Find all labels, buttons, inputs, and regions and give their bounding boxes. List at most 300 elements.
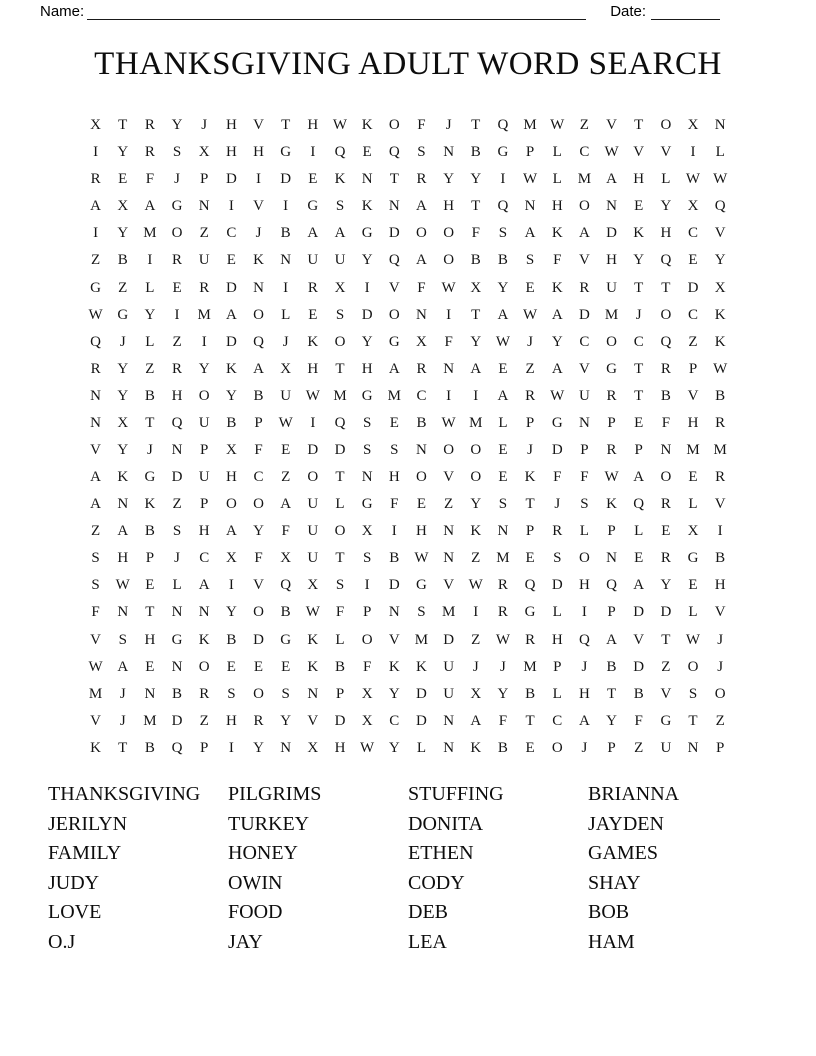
grid-cell: O — [198, 658, 210, 675]
grid-cell: T — [471, 117, 481, 134]
grid-cell: O — [307, 469, 319, 486]
word-list-item: OWIN — [228, 871, 283, 894]
grid-cell: P — [254, 414, 263, 431]
grid-cell: I — [310, 144, 316, 161]
grid-cell: P — [525, 523, 535, 540]
grid-cell: L — [688, 496, 698, 513]
grid-cell: U — [280, 387, 292, 404]
grid-cell: E — [498, 441, 508, 458]
grid-cell: Y — [660, 198, 672, 215]
grid-cell: Y — [388, 739, 400, 756]
grid-cell: V — [307, 712, 319, 729]
grid-cell: I — [500, 171, 506, 188]
grid-cell: R — [199, 279, 210, 296]
grid-cell: J — [255, 225, 262, 242]
grid-cell: S — [172, 523, 182, 540]
grid-cell: E — [498, 360, 508, 377]
grid-cell: Y — [470, 171, 482, 188]
grid-cell: Y — [280, 712, 292, 729]
grid-cell: C — [552, 712, 563, 729]
grid-cell: H — [687, 414, 699, 431]
grid-cell: V — [606, 117, 617, 134]
grid-cell: E — [661, 523, 671, 540]
grid-cell: F — [145, 171, 155, 188]
grid-cell: Y — [253, 523, 264, 540]
grid-cell: N — [497, 523, 509, 540]
grid-cell: E — [172, 279, 182, 296]
grid-cell: E — [634, 550, 644, 567]
grid-cell: Y — [497, 685, 509, 702]
grid-cell: K — [388, 658, 400, 675]
word-list-item: FOOD — [228, 901, 283, 923]
grid-cell: X — [117, 414, 129, 431]
grid-cell: I — [446, 306, 452, 323]
grid-cell: K — [334, 171, 346, 188]
word-list-item: JAYDEN — [588, 812, 664, 835]
grid-cell: T — [634, 360, 644, 377]
grid-cell: M — [523, 117, 537, 134]
grid-cell: I — [690, 144, 696, 161]
grid-cell: F — [390, 496, 399, 513]
grid-cell: J — [119, 712, 126, 729]
grid-cell: R — [172, 360, 183, 377]
grid-cell: J — [581, 658, 588, 675]
grid-cell: R — [606, 441, 617, 458]
grid-cell: H — [578, 685, 590, 702]
word-list-item: STUFFING — [408, 783, 504, 805]
grid-cell: D — [416, 685, 427, 702]
grid-cell: C — [633, 333, 644, 350]
grid-cell: B — [280, 225, 291, 242]
grid-cell: N — [714, 117, 726, 134]
grid-cell: S — [498, 496, 508, 513]
grid-cell: O — [660, 469, 672, 486]
grid-cell: D — [280, 171, 292, 188]
grid-cell: K — [90, 739, 101, 756]
grid-cell: I — [717, 523, 723, 540]
grid-cell: T — [471, 198, 481, 215]
grid-cell: N — [416, 441, 427, 458]
grid-cell: I — [93, 225, 99, 242]
grid-cell: R — [172, 252, 183, 269]
grid-cell: G — [687, 550, 699, 567]
grid-cell: K — [253, 252, 264, 269]
grid-cell: D — [334, 441, 346, 458]
grid-cell: J — [527, 333, 533, 350]
grid-cell: T — [335, 360, 345, 377]
grid-cell: I — [446, 387, 452, 404]
grid-cell: I — [228, 577, 234, 594]
grid-cell: P — [607, 604, 616, 621]
word-list-item: HAM — [588, 930, 635, 953]
grid-cell: L — [145, 279, 155, 296]
grid-cell: X — [90, 117, 101, 134]
grid-cell: L — [661, 171, 671, 188]
grid-cell: R — [416, 360, 427, 377]
grid-cell: Z — [579, 117, 589, 134]
grid-cell: E — [281, 658, 291, 675]
grid-cell: M — [469, 414, 483, 431]
grid-cell: W — [495, 333, 510, 350]
grid-cell: H — [361, 360, 373, 377]
grid-cell: T — [634, 117, 644, 134]
grid-cell: N — [660, 441, 672, 458]
grid-cell: G — [117, 306, 129, 323]
grid-cell: D — [253, 631, 264, 648]
grid-cell: A — [524, 225, 536, 242]
grid-cell: W — [685, 171, 701, 188]
word-list-item: JERILYN — [48, 812, 128, 835]
grid-cell: Y — [606, 712, 617, 729]
grid-cell: R — [715, 469, 726, 486]
grid-cell: B — [715, 550, 726, 567]
grid-cell: R — [660, 360, 671, 377]
grid-cell: H — [198, 523, 210, 540]
grid-cell: A — [117, 523, 129, 540]
grid-cell: L — [552, 171, 562, 188]
grid-cell: J — [717, 631, 724, 648]
grid-cell: H — [334, 739, 346, 756]
grid-cell: O — [253, 496, 264, 513]
grid-cell: P — [716, 739, 725, 756]
grid-cell: R — [525, 387, 536, 404]
grid-cell: T — [281, 117, 291, 134]
grid-cell: L — [552, 604, 562, 621]
grid-cell: Z — [199, 712, 209, 729]
grid-cell: O — [443, 252, 455, 269]
grid-cell: Y — [117, 387, 129, 404]
grid-cell: B — [226, 631, 237, 648]
grid-cell: Q — [660, 252, 672, 269]
grid-cell: H — [253, 144, 264, 161]
grid-cell: M — [523, 658, 537, 675]
grid-cell: O — [253, 306, 264, 323]
grid-cell: N — [443, 144, 455, 161]
grid-cell: J — [174, 550, 180, 567]
grid-cell: Y — [117, 441, 129, 458]
grid-cell: D — [334, 712, 346, 729]
grid-cell: O — [470, 469, 482, 486]
grid-cell: K — [117, 469, 129, 486]
grid-cell: S — [227, 685, 236, 702]
grid-cell: P — [634, 441, 643, 458]
grid-cell: L — [281, 306, 291, 323]
grid-cell: Q — [497, 117, 509, 134]
grid-cell: F — [553, 252, 562, 269]
grid-cell: V — [660, 144, 672, 161]
grid-cell: Q — [633, 496, 645, 513]
grid-cell: N — [280, 252, 292, 269]
grid-cell: K — [307, 333, 319, 350]
grid-cell: N — [144, 685, 156, 702]
grid-cell: D — [388, 577, 400, 594]
grid-cell: Z — [715, 712, 725, 729]
grid-cell: F — [471, 225, 480, 242]
grid-cell: G — [171, 631, 183, 648]
grid-cell: T — [118, 739, 128, 756]
grid-cell: S — [335, 577, 345, 594]
grid-cell: X — [687, 523, 699, 540]
grid-cell: Z — [525, 360, 535, 377]
grid-cell: P — [553, 658, 562, 675]
grid-cell: Y — [443, 171, 455, 188]
grid-cell: C — [253, 469, 264, 486]
grid-cell: G — [551, 414, 563, 431]
grid-cell: O — [416, 469, 427, 486]
grid-cell: N — [171, 441, 183, 458]
grid-cell: T — [661, 279, 671, 296]
grid-cell: J — [201, 117, 208, 134]
grid-cell: R — [199, 685, 210, 702]
grid-cell: K — [198, 631, 210, 648]
grid-cell: H — [225, 117, 237, 134]
grid-cell: S — [362, 441, 372, 458]
grid-cell: R — [606, 387, 617, 404]
grid-cell: Y — [470, 333, 482, 350]
letter-grid — [82, 112, 734, 762]
grid-cell: Q — [171, 739, 183, 756]
grid-cell: W — [278, 414, 293, 431]
grid-cell: Z — [634, 739, 644, 756]
grid-cell: K — [714, 306, 726, 323]
grid-cell: B — [253, 387, 264, 404]
word-list-item: TURKEY — [228, 812, 310, 835]
grid-cell: R — [144, 144, 155, 161]
grid-cell: J — [282, 333, 289, 350]
grid-cell: V — [714, 225, 726, 242]
grid-cell: F — [417, 279, 426, 296]
grid-cell: F — [362, 658, 372, 675]
grid-cell: X — [280, 360, 292, 377]
grid-cell: Z — [118, 279, 128, 296]
grid-cell: S — [417, 604, 426, 621]
grid-cell: O — [551, 739, 563, 756]
grid-cell: V — [633, 631, 645, 648]
grid-cell: X — [470, 279, 482, 296]
grid-cell: J — [445, 117, 452, 134]
grid-cell: U — [307, 523, 319, 540]
grid-cell: B — [144, 739, 155, 756]
grid-cell: D — [633, 658, 645, 675]
grid-cell: A — [578, 712, 590, 729]
grid-cell: E — [688, 577, 698, 594]
grid-cell: Q — [171, 414, 183, 431]
grid-cell: D — [551, 441, 563, 458]
grid-cell: P — [525, 414, 535, 431]
grid-cell: L — [552, 685, 562, 702]
grid-cell: I — [391, 523, 397, 540]
word-list-item: DONITA — [408, 812, 484, 835]
grid-cell: V — [443, 577, 455, 594]
grid-cell: Z — [199, 225, 209, 242]
grid-cell: T — [525, 496, 535, 513]
grid-cell: Q — [606, 577, 617, 594]
grid-cell: D — [660, 604, 672, 621]
word-list-item: THANKSGIVING — [48, 783, 201, 805]
grid-cell: J — [472, 658, 479, 675]
grid-cell: B — [525, 685, 536, 702]
grid-cell: U — [198, 469, 210, 486]
grid-cell: S — [172, 144, 182, 161]
grid-cell: O — [334, 523, 346, 540]
grid-cell: K — [144, 496, 156, 513]
grid-cell: Q — [334, 414, 346, 431]
grid-cell: J — [527, 441, 533, 458]
grid-cell: A — [551, 360, 563, 377]
grid-cell: C — [226, 225, 237, 242]
grid-cell: O — [198, 387, 210, 404]
word-list-item: FAMILY — [48, 842, 122, 864]
grid-cell: P — [200, 441, 209, 458]
grid-cell: Y — [361, 252, 373, 269]
grid-cell: X — [470, 685, 482, 702]
grid-cell: R — [90, 171, 101, 188]
grid-cell: Q — [90, 333, 101, 350]
word-list-item: LEA — [408, 930, 447, 953]
grid-cell: A — [280, 496, 292, 513]
grid-cell: B — [389, 550, 400, 567]
grid-cell: J — [717, 658, 724, 675]
grid-cell: U — [660, 739, 672, 756]
grid-cell: R — [660, 496, 671, 513]
grid-cell: Y — [551, 333, 563, 350]
grid-cell: K — [416, 658, 427, 675]
grid-cell: B — [172, 685, 183, 702]
grid-cell: P — [580, 441, 589, 458]
grid-cell: E — [688, 469, 698, 486]
grid-cell: O — [253, 604, 264, 621]
grid-cell: J — [119, 685, 126, 702]
name-blank-line — [87, 4, 586, 20]
grid-cell: L — [498, 414, 508, 431]
grid-cell: Y — [497, 279, 509, 296]
grid-cell: W — [305, 387, 320, 404]
grid-cell: M — [333, 387, 347, 404]
grid-cell: R — [307, 279, 318, 296]
grid-cell: A — [551, 306, 563, 323]
grid-cell: W — [360, 739, 375, 756]
grid-cell: H — [443, 198, 455, 215]
grid-cell: S — [525, 252, 535, 269]
grid-cell: E — [145, 577, 155, 594]
grid-cell: H — [117, 550, 129, 567]
grid-cell: F — [254, 550, 263, 567]
grid-cell: I — [147, 252, 153, 269]
grid-cell: U — [198, 414, 210, 431]
grid-cell: F — [444, 333, 453, 350]
grid-cell: B — [715, 387, 726, 404]
grid-cell: V — [388, 279, 400, 296]
grid-cell: Y — [144, 306, 156, 323]
grid-cell: O — [443, 225, 455, 242]
grid-cell: T — [335, 469, 345, 486]
grid-cell: Q — [388, 144, 400, 161]
grid-cell: S — [580, 496, 589, 513]
word-list-item: BRIANNA — [588, 783, 680, 805]
grid-cell: T — [335, 550, 345, 567]
grid-cell: O — [660, 117, 672, 134]
grid-cell: D — [633, 604, 645, 621]
grid-cell: P — [145, 550, 155, 567]
grid-cell: X — [361, 523, 373, 540]
grid-cell: S — [335, 198, 345, 215]
grid-cell: G — [388, 333, 400, 350]
grid-cell: A — [633, 469, 645, 486]
grid-cell: V — [660, 685, 672, 702]
grid-cell: L — [715, 144, 725, 161]
grid-cell: W — [414, 550, 429, 567]
grid-cell: X — [307, 739, 319, 756]
grid-cell: N — [117, 496, 129, 513]
grid-cell: Y — [633, 252, 645, 269]
grid-cell: D — [171, 469, 183, 486]
grid-cell: N — [307, 685, 319, 702]
grid-cell: T — [634, 279, 644, 296]
grid-cell: H — [606, 252, 617, 269]
grid-cell: G — [361, 387, 373, 404]
grid-cell: H — [307, 117, 319, 134]
grid-cell: I — [310, 414, 316, 431]
grid-cell: X — [416, 333, 427, 350]
word-list-item: O.J — [48, 930, 76, 953]
grid-cell: A — [198, 577, 210, 594]
grid-cell: V — [687, 387, 699, 404]
grid-cell: Y — [361, 333, 373, 350]
grid-cell: T — [118, 117, 128, 134]
grid-cell: N — [443, 360, 455, 377]
grid-cell: Y — [117, 225, 129, 242]
grid-cell: B — [144, 523, 155, 540]
grid-cell: F — [335, 604, 345, 621]
grid-cell: L — [688, 604, 698, 621]
grid-cell: P — [607, 523, 616, 540]
grid-cell: A — [497, 306, 509, 323]
grid-cell: S — [91, 577, 100, 594]
grid-cell: P — [607, 739, 616, 756]
grid-cell: N — [171, 658, 183, 675]
grid-cell: V — [253, 198, 264, 215]
grid-cell: T — [688, 712, 698, 729]
grid-cell: A — [117, 658, 129, 675]
grid-cell: Z — [661, 658, 671, 675]
grid-cell: Z — [471, 550, 481, 567]
grid-cell: R — [90, 360, 101, 377]
grid-cell: E — [145, 658, 155, 675]
grid-cell: H — [225, 144, 237, 161]
grid-cell: S — [118, 631, 127, 648]
grid-cell: B — [280, 604, 291, 621]
grid-cell: E — [118, 171, 128, 188]
grid-cell: O — [660, 306, 672, 323]
grid-cell: N — [524, 198, 536, 215]
grid-cell: X — [687, 198, 699, 215]
grid-cell: I — [228, 198, 234, 215]
grid-cell: N — [578, 414, 590, 431]
grid-cell: Q — [334, 144, 346, 161]
grid-cell: Z — [281, 469, 291, 486]
grid-cell: H — [578, 577, 590, 594]
grid-cell: H — [633, 171, 645, 188]
grid-cell: S — [390, 441, 399, 458]
grid-cell: R — [525, 631, 536, 648]
grid-cell: H — [171, 387, 183, 404]
grid-cell: W — [305, 604, 320, 621]
grid-cell: N — [606, 550, 617, 567]
grid-cell: Y — [225, 387, 237, 404]
grid-cell: A — [578, 225, 590, 242]
grid-cell: L — [172, 577, 182, 594]
grid-cell: W — [604, 469, 619, 486]
